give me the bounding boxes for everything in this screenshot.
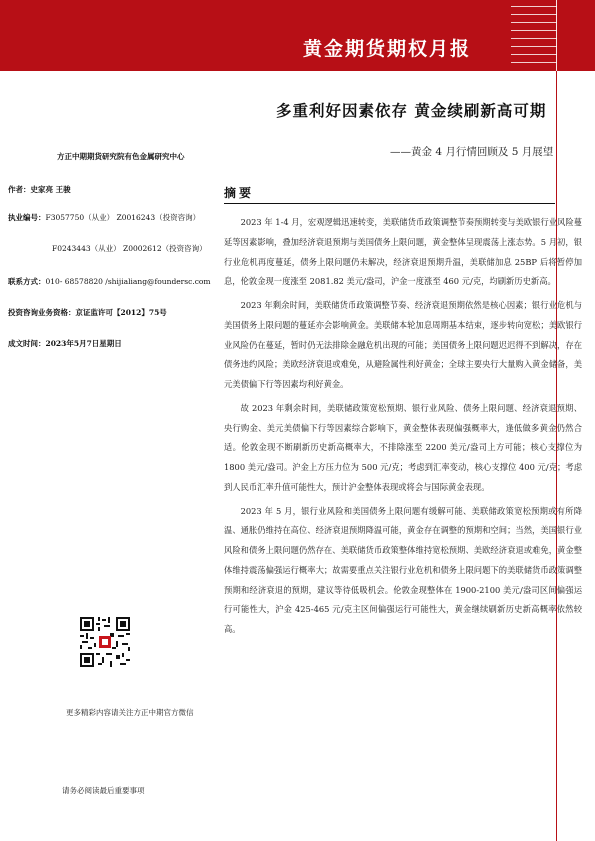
disclaimer-note: 请务必阅读最后重要事项 <box>62 786 145 795</box>
qualification-label: 投资咨询业务资格： <box>8 308 76 317</box>
page-subtitle: ——黄金 4 月行情回顾及 5 月展望 <box>390 146 554 158</box>
contact-label: 联系方式： <box>8 277 46 286</box>
license-value-2: F0243443（从业） Z0002612（投资咨询） <box>52 244 207 253</box>
author-row <box>8 184 71 195</box>
page-title: 多重利好因素依存 黄金续刷新高可期 <box>276 101 547 120</box>
header-bar <box>0 0 595 71</box>
author-value: 史家亮 王骏 <box>30 185 71 194</box>
abstract-divider <box>224 203 555 204</box>
contact-value: 010- 68578820 /shijialiang@foundersc.com <box>45 277 211 286</box>
abstract-paragraph: 2023 年剩余时间，美联储货币政策调整节奏、经济衰退预期依然是核心因素；银行业危机与美国债务上限问题的蔓延亦会影响黄金。美联储本轮加息周期基本结束，逐步转向宽松；美欧银行业风险仍在蔓延，暂时仍无法排除金融危机出现的可能；美国债务上限问题迟迟得不到解决，存在债务违约风险；美欧经济衰退或难免，从避险属性利好黄金；全球主要央行大量购入黄金储备，美元美债偏下行等因素均利好黄金。 <box>224 300 582 389</box>
license-value-1: F3057750（从业） Z0016243（投资咨询） <box>45 213 201 222</box>
qualification-value: 京证监许可【2012】75号 <box>75 308 167 317</box>
abstract-heading: 摘要 <box>224 186 255 200</box>
date-value: 2023年5月7日星期日 <box>45 339 122 348</box>
date-label: 成文时间： <box>8 339 46 348</box>
abstract-paragraph: 2023 年 5 月，银行业风险和美国债务上限问题有缓解可能、美联储政策宽松预期或有所降温、通胀仍维持在高位、经济衰退预期降温可能，黄金存在调整的预期和空间；当然，美国银行业风险和债务上限问题仍然存在、美联储货币政策整体维持宽松预期、美欧经济衰退或难免，黄金整体维持震荡偏强运行概率大；故需要重点关注银行业危机和债务上限问题下的美联储货币政策调整预期和经济衰退的预期，建议等待低吸机会。伦敦金现整体在 1900-2100 美元/盎司区间偏强运行可能性大，沪金 425-465 元/克主区间偏强运行可能性大，黄金继续刷新历史新高概率依然较高。 <box>224 505 582 634</box>
abstract-body <box>224 213 582 644</box>
wechat-qr-code[interactable] <box>80 617 130 667</box>
license-row-1 <box>8 212 200 223</box>
abstract-paragraph: 故 2023 年剩余时间，美联储政策宽松预期、银行业风险、债务上限问题、经济衰退预期、央行购金、美元美债偏下行等因素综合影响下，黄金整体表现偏强概率大，逢低做多黄金仍然合适。伦敦金现不断刷新历史新高概率大，不排除涨至 2200 美元/盎司上方可能；核心支撑位为 1800 美元/盎司。沪金上方压力位为 500 元/克；考虑到汇率变动，核心支撑位 400 元/克；考虑到人民币汇率升值可能性大，预计沪金整体表现或将会与国际黄金表现。 <box>224 402 582 492</box>
organization-name: 方正中期期货研究院有色金属研究中心 <box>57 152 185 161</box>
qualification-row <box>8 307 167 318</box>
contact-row <box>8 276 211 287</box>
date-row <box>8 338 122 349</box>
author-label: 作者： <box>8 185 31 194</box>
qr-caption: 更多精彩内容请关注方正中期官方微信 <box>66 708 194 717</box>
header-divider <box>556 0 557 71</box>
license-label: 执业编号： <box>8 213 46 222</box>
report-type-title: 黄金期货期权月报 <box>302 38 471 60</box>
header-decoration <box>511 0 557 71</box>
license-row-2 <box>52 243 207 254</box>
abstract-paragraph: 2023 年 1-4 月，宏观逻辑迅速转变，美联储货币政策调整节奏预期转变与美欧银行业风险蔓延等因素影响，叠加经济衰退预期与美国债务上限问题，黄金整体呈现震荡上涨态势。5 月初，银行业危机再度蔓延，债务上限问题仍未解决，经济衰退预期升温，美联储加息 25BP 后将暂停加息，伦敦金现一度涨至 2081.82 美元/盎司，沪金一度涨至 460 元/克，均刷新历史新高。 <box>224 217 582 287</box>
